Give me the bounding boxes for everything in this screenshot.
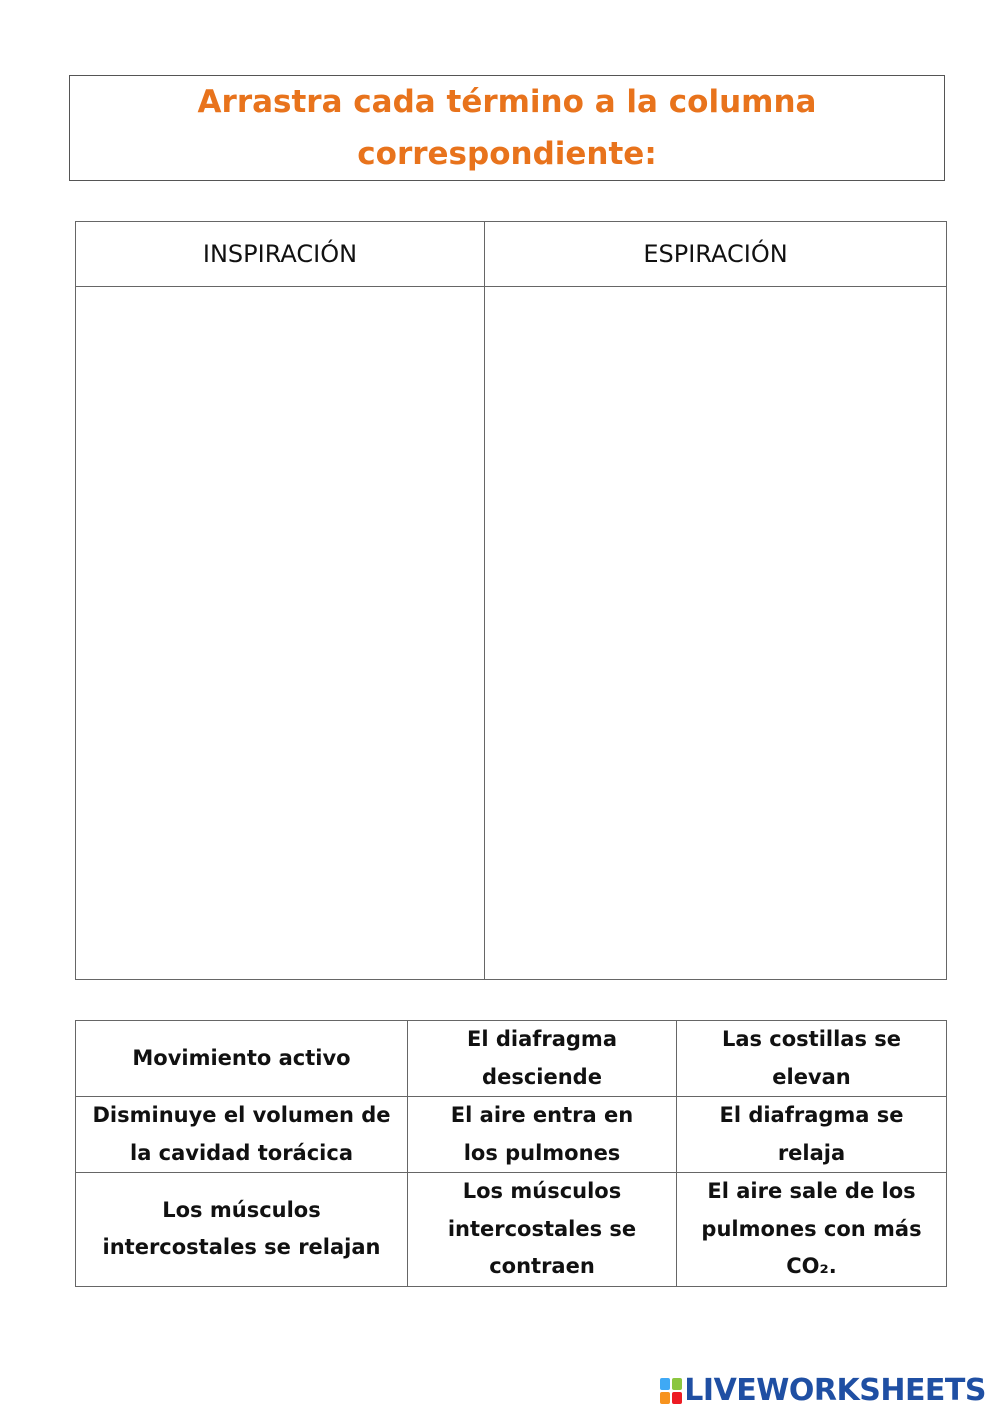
term-text-line: elevan <box>772 1064 851 1089</box>
liveworksheets-logo-icon <box>660 1378 682 1404</box>
term-text-line: El aire entra en <box>450 1103 634 1127</box>
logo-square-blue <box>660 1378 670 1390</box>
term-text-line: pulmones con más <box>701 1216 922 1241</box>
term-text-line: relaja <box>777 1140 846 1165</box>
term-card[interactable] <box>76 1097 408 1173</box>
instruction-title-line-2: correspondiente: <box>357 136 657 172</box>
instruction-title-line-1: Arrastra cada término a la columna <box>197 84 817 120</box>
term-card[interactable] <box>677 1021 947 1097</box>
term-text-line: los pulmones <box>463 1140 621 1165</box>
term-text-line: intercostales se <box>447 1216 637 1241</box>
term-card[interactable] <box>408 1021 677 1097</box>
column-header-espiracion: ESPIRACIÓN <box>485 222 947 287</box>
drop-zone-espiracion[interactable] <box>485 287 947 980</box>
term-card[interactable] <box>677 1097 947 1173</box>
term-text-line: CO₂. <box>786 1254 837 1278</box>
term-card[interactable] <box>76 1021 408 1097</box>
term-card[interactable] <box>408 1173 677 1287</box>
term-text-line: Las costillas se <box>721 1027 902 1051</box>
logo-wordmark: LIVEWORKSHEETS <box>684 1373 986 1408</box>
term-text-line: la cavidad torácica <box>130 1140 353 1165</box>
term-text-line: El diafragma se <box>719 1103 904 1127</box>
term-text-line: contraen <box>489 1254 595 1278</box>
liveworksheets-logo <box>660 1373 986 1408</box>
term-text-line: intercostales se relajan <box>102 1235 381 1260</box>
logo-square-green <box>672 1378 682 1390</box>
logo-square-orange <box>660 1392 670 1404</box>
term-text-line: El aire sale de los <box>707 1179 916 1203</box>
term-text-line: El diafragma <box>466 1027 617 1051</box>
instruction-box <box>69 75 945 181</box>
logo-square-red <box>672 1392 682 1404</box>
term-card[interactable] <box>76 1173 408 1287</box>
terms-bank <box>75 1020 947 1287</box>
sorting-table <box>75 221 947 980</box>
term-text-line: desciende <box>482 1064 602 1089</box>
term-text-line: Los músculos <box>162 1197 321 1222</box>
term-text-line: Disminuye el volumen de <box>92 1103 391 1127</box>
term-card[interactable] <box>677 1173 947 1287</box>
term-card[interactable] <box>408 1097 677 1173</box>
drop-zone-inspiracion[interactable] <box>76 287 485 980</box>
term-text-line: Los músculos <box>462 1179 622 1203</box>
term-text-line: Movimiento activo <box>132 1045 351 1070</box>
column-header-inspiracion: INSPIRACIÓN <box>76 222 485 287</box>
